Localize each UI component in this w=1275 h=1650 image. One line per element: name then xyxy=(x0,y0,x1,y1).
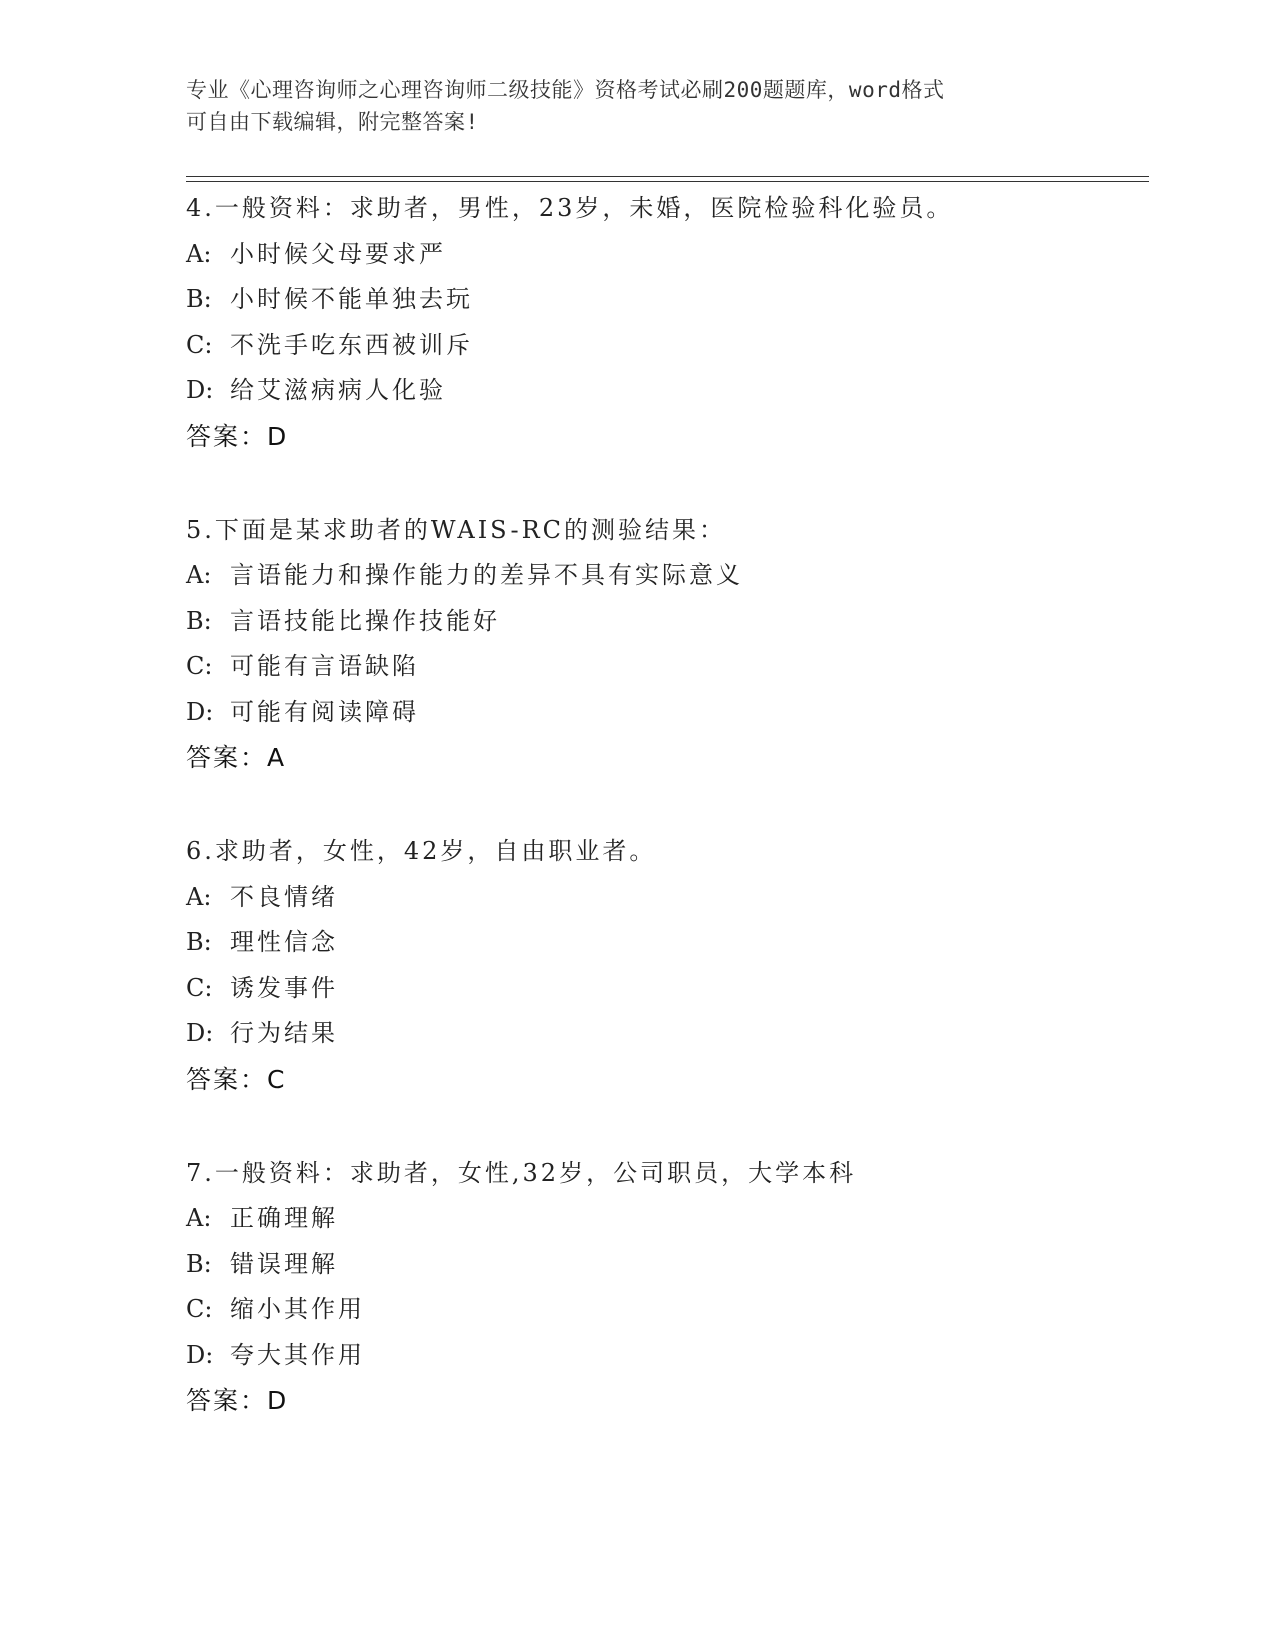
option-letter: C: xyxy=(186,330,213,359)
option-text: 可能有言语缺陷 xyxy=(230,652,419,680)
question-4 xyxy=(186,186,1146,460)
option-c xyxy=(186,966,1146,1012)
option-letter: D: xyxy=(186,376,214,404)
question-stem: 6.求助者，女性，42岁，自由职业者。 xyxy=(186,837,657,865)
option-text: 可能有阅读障碍 xyxy=(230,697,419,726)
option-text: 夸大其作用 xyxy=(230,1340,365,1369)
option-text: 小时候父母要求严 xyxy=(230,239,446,268)
option-letter: A: xyxy=(186,1204,212,1232)
question-7 xyxy=(186,1151,1146,1425)
option-b xyxy=(186,920,1146,966)
answer-line xyxy=(186,1057,1146,1103)
option-b xyxy=(186,277,1146,323)
option-text: 言语能力和操作能力的差异不具有实际意义 xyxy=(230,561,743,589)
option-text: 言语技能比操作技能好 xyxy=(230,606,500,635)
option-text: 不洗手吃东西被训斥 xyxy=(230,330,473,359)
option-letter: B: xyxy=(186,606,212,635)
header-divider-bottom xyxy=(186,181,1149,182)
answer-line xyxy=(186,735,1146,781)
option-b xyxy=(186,599,1146,645)
option-letter: D: xyxy=(186,1340,214,1369)
answer-label: 答案： xyxy=(186,421,268,451)
option-text: 小时候不能单独去玩 xyxy=(230,285,473,313)
option-text: 缩小其作用 xyxy=(230,1295,365,1323)
header-line-2: 可自由下载编辑，附完整答案! xyxy=(186,110,479,134)
question-stem: 5.下面是某求助者的WAIS-RC的测验结果： xyxy=(186,515,727,544)
answer-line xyxy=(186,414,1146,460)
option-d xyxy=(186,690,1146,736)
option-a xyxy=(186,875,1146,921)
question-stem: 7.一般资料：求助者，女性,32岁，公司职员，大学本科 xyxy=(186,1158,857,1187)
question-list xyxy=(186,186,1146,1472)
option-text: 诱发事件 xyxy=(230,973,338,1002)
option-letter: B: xyxy=(186,1249,212,1278)
option-letter: B: xyxy=(186,285,212,313)
header-divider-top xyxy=(186,176,1149,177)
answer-value: D xyxy=(267,1386,287,1415)
header-line-1: 专业《心理咨询师之心理咨询师二级技能》资格考试必刷200题题库，word格式 xyxy=(186,78,945,102)
answer-value: D xyxy=(267,421,287,451)
option-c xyxy=(186,644,1146,690)
answer-line xyxy=(186,1378,1146,1424)
option-letter: B: xyxy=(186,928,212,956)
answer-value: C xyxy=(267,1064,285,1094)
question-stem: 4.一般资料：求助者，男性，23岁，未婚，医院检验科化验员。 xyxy=(186,194,954,222)
option-text: 理性信念 xyxy=(230,928,338,956)
option-b xyxy=(186,1242,1146,1288)
option-text: 给艾滋病病人化验 xyxy=(230,376,446,404)
option-a xyxy=(186,232,1146,278)
option-letter: A: xyxy=(186,561,212,589)
option-letter: A: xyxy=(186,882,212,911)
option-d xyxy=(186,368,1146,414)
answer-label: 答案： xyxy=(186,1386,268,1415)
option-text: 正确理解 xyxy=(230,1204,338,1232)
document-header xyxy=(186,74,1086,138)
option-letter: D: xyxy=(186,697,214,726)
option-letter: A: xyxy=(186,239,212,268)
option-a xyxy=(186,553,1146,599)
option-letter: C: xyxy=(186,973,213,1002)
option-c xyxy=(186,323,1146,369)
answer-value: A xyxy=(267,743,285,772)
option-text: 行为结果 xyxy=(230,1019,338,1047)
option-c xyxy=(186,1287,1146,1333)
question-5 xyxy=(186,508,1146,782)
option-letter: C: xyxy=(186,1295,213,1323)
option-d xyxy=(186,1011,1146,1057)
answer-label: 答案： xyxy=(186,743,268,772)
question-6 xyxy=(186,829,1146,1103)
option-a xyxy=(186,1196,1146,1242)
option-text: 错误理解 xyxy=(230,1249,338,1278)
option-letter: C: xyxy=(186,652,213,680)
option-d xyxy=(186,1333,1146,1379)
option-letter: D: xyxy=(186,1019,214,1047)
option-text: 不良情绪 xyxy=(230,882,338,911)
answer-label: 答案： xyxy=(186,1064,268,1094)
